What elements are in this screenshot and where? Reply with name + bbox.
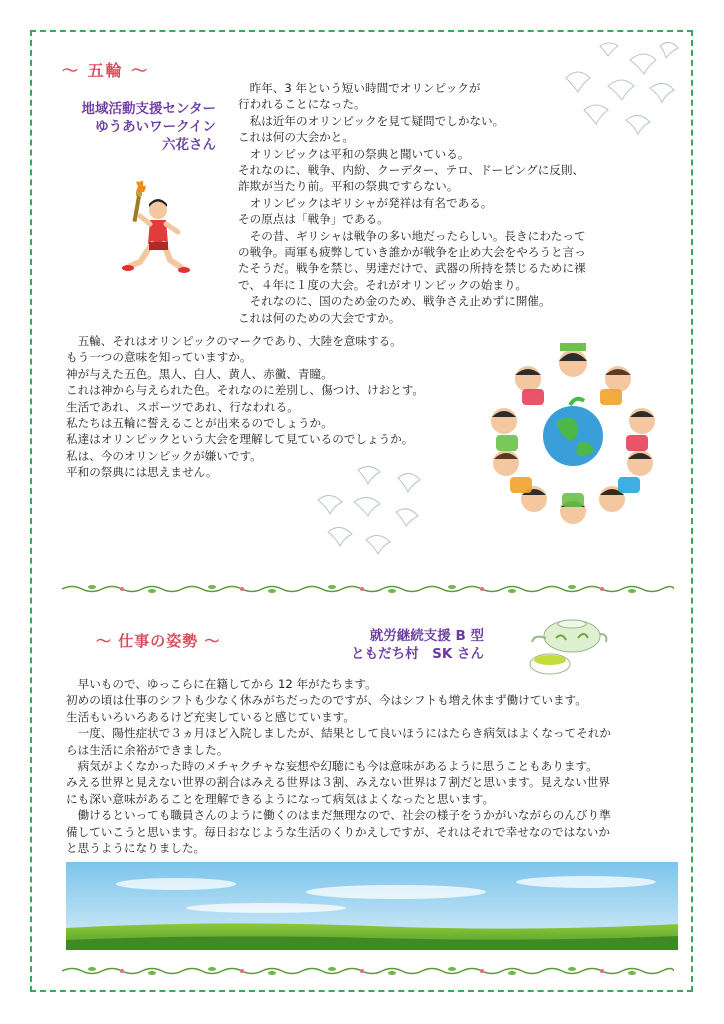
children-globe-illustration — [480, 343, 666, 529]
text-line: 生活であれ、スポーツであれ、行なわれる。 — [66, 399, 299, 414]
text-line: 病気がよくなかった時のメチャクチャな妄想や幻聴にも今は意味があるように思うこともあります。 — [66, 759, 598, 774]
text-line: と思うようになりました。 — [66, 841, 206, 856]
text-line: 私たちは五輪に誓えることが出来るのでしょうか。 — [66, 416, 333, 431]
text-line: 詐欺が当たり前。平和の祭典ですらない。 — [238, 179, 459, 194]
vine-divider — [62, 966, 674, 976]
vine-divider — [62, 584, 674, 594]
text-line: 行われることになった。 — [238, 97, 366, 112]
text-line: 昨年、3 年という短い時間でオリンピックが — [238, 81, 481, 95]
text-line: 早いもので、ゆっこらに在籍してから 12 年がたちます。 — [66, 677, 377, 691]
section2-author — [262, 627, 484, 663]
text-line: これは何のための大会ですか。 — [238, 310, 401, 325]
section1-paragraph-bottom — [66, 333, 424, 481]
text-line: もう一つの意味を知っていますか。 — [66, 350, 252, 365]
tea-illustration — [526, 612, 608, 682]
text-line: 働けるといっても職員さんのように働くのはまだ無理なので、社会の様子をうかがいながらのんびり準 — [66, 808, 611, 823]
text-line: 私は、今のオリンピックが嫌いです。 — [66, 448, 262, 463]
text-line: 備していこうと思います。毎日おなじような生活のくりかえしですが、それはそれで幸せなのではないか — [66, 824, 610, 839]
doves-illustration — [314, 462, 434, 562]
author-line: ゆうあいワークイン — [95, 119, 216, 135]
section1-author — [50, 100, 216, 154]
author-line: 就労継続支援 B 型 — [369, 628, 484, 644]
section2-title: ～ 仕事の姿勢 ～ — [96, 632, 221, 650]
torch-runner-illustration — [118, 180, 192, 280]
section1-title: ～ 五輪 ～ — [62, 61, 150, 80]
text-line: らは生活に余裕ができました。 — [66, 742, 229, 757]
text-line: 一度、陽性症状で３ヵ月ほど入院しましたが、結果として良いほうにはたらき病気はよくなってそれか — [66, 726, 611, 741]
text-line: にも深い意味があることを理解できるようになって病気はよくなったと思います。 — [66, 791, 495, 806]
text-line: 私達はオリンピックという大会を理解して見ているのでしょうか。 — [66, 432, 414, 447]
text-line: その昔、ギリシャは戦争の多い地だったらしい。長きにわたって — [238, 228, 586, 243]
text-line: 私は近年のオリンピックを見て疑問でしかない。 — [238, 113, 505, 128]
text-line: 五輪、それはオリンピックのマークであり、大陸を意味する。 — [66, 334, 402, 348]
text-line: これは神から与えられた色。それなのに差別し、傷つけ、けおとす。 — [66, 383, 425, 398]
text-line: オリンピックはギリシャが発祥は有名である。 — [238, 195, 493, 210]
text-line: 生活もいろいろあるけど充実していると感じています。 — [66, 709, 355, 724]
section2-paragraph — [66, 676, 611, 856]
sky-grass-banner — [66, 862, 678, 950]
text-line: 初めの頃は仕事のシフトも少なく休みがちだったのですが、今はシフトも増え休まず働けています。 — [66, 693, 587, 708]
text-line: たそうだ。戦争を禁じ、男達だけで、武器の所持を禁じるために裸 — [238, 261, 586, 276]
author-line: ともだち村 SK さん — [351, 646, 484, 662]
text-line: それなのに、戦争、内紛、クーデター、テロ、ドーピングに反則、 — [238, 163, 585, 178]
text-line: 平和の祭典には思えません。 — [66, 465, 218, 480]
text-line: の戦争。両軍も疲弊していき誰かが戦争を止め大会をやろうと言っ — [238, 245, 586, 260]
text-line: それなのに、国のため金のため、戦争さえ止めずに開催。 — [238, 294, 551, 309]
author-line: 地域活動支援センター — [81, 101, 216, 117]
text-line: で、４年に１度の大会。それがオリンピックの始まり。 — [238, 277, 528, 292]
text-line: オリンピックは平和の祭典と聞いている。 — [238, 146, 470, 161]
text-line: これは何の大会かと。 — [238, 130, 354, 145]
text-line: みえる世界と見えない世界の割合はみえる世界は３割、みえない世界は７割だと思います。見えない世界 — [66, 775, 610, 790]
text-line: その原点は「戦争」である。 — [238, 212, 389, 227]
text-line: 神が与えた五色。黒人、白人、黄人、赤黴、青瞳。 — [66, 366, 333, 381]
section1-paragraph-top — [238, 80, 586, 326]
author-line: 六花さん — [162, 137, 216, 153]
